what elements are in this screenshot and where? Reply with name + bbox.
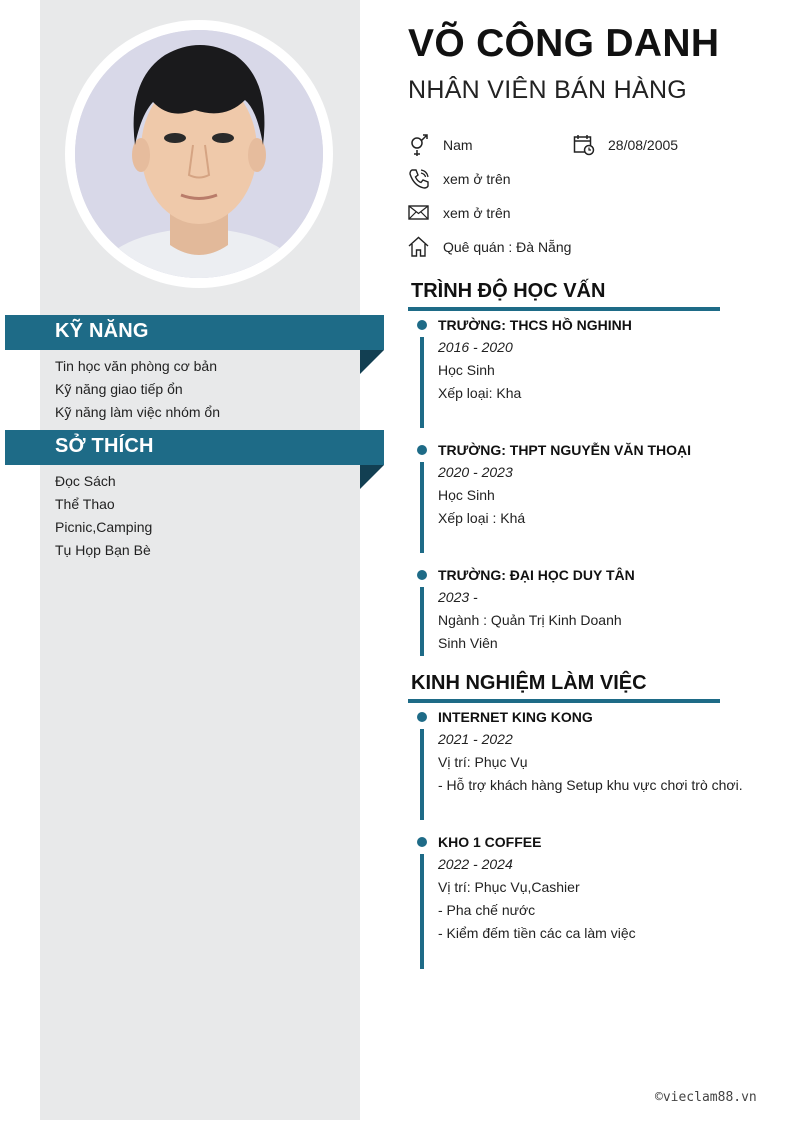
avatar-photo xyxy=(75,30,323,278)
experience-period: 2021 - 2022 xyxy=(438,731,513,747)
education-period: 2020 - 2023 xyxy=(438,464,513,480)
experience-duty: - Kiểm đếm tiền các ca làm việc xyxy=(438,925,636,941)
education-title: TRÌNH ĐỘ HỌC VẤN xyxy=(411,280,606,302)
calendar-icon xyxy=(573,134,595,156)
education-detail: Học Sinh xyxy=(438,487,495,503)
hobby-item: Thể Thao xyxy=(55,496,115,512)
experience-period: 2022 - 2024 xyxy=(438,856,513,872)
hobby-item: Picnic,Camping xyxy=(55,519,153,535)
email-icon xyxy=(408,202,430,224)
timeline-dot xyxy=(417,570,427,580)
home-icon xyxy=(408,236,430,258)
phone-icon xyxy=(408,168,430,190)
birthday-row xyxy=(573,134,733,160)
gender-value: Nam xyxy=(443,137,473,153)
education-school: TRƯỜNG: THCS HỒ NGHINH xyxy=(438,317,632,333)
hobby-item: Tụ Họp Bạn Bè xyxy=(55,542,151,558)
timeline-dot xyxy=(417,712,427,722)
job-title: NHÂN VIÊN BÁN HÀNG xyxy=(408,76,688,104)
experience-duty: - Hỗ trợ khách hàng Setup khu vực chơi trò chơi. xyxy=(438,777,743,793)
education-detail: Sinh Viên xyxy=(438,635,498,651)
gender-row xyxy=(408,134,568,160)
experience-company: INTERNET KING KONG xyxy=(438,709,593,725)
skills-band xyxy=(5,315,384,350)
skill-item: Kỹ năng giao tiếp ổn xyxy=(55,381,183,397)
timeline-line xyxy=(420,729,424,820)
band-fold-decoration xyxy=(360,465,384,489)
gender-icon xyxy=(408,134,430,156)
timeline-line xyxy=(420,587,424,656)
hobbies-band xyxy=(5,430,384,465)
skills-list xyxy=(55,355,220,424)
candidate-name: VÕ CÔNG DANH xyxy=(408,22,720,65)
timeline-dot xyxy=(417,445,427,455)
skills-title: KỸ NĂNG xyxy=(55,320,149,342)
timeline-dot xyxy=(417,837,427,847)
birthday-value: 28/08/2005 xyxy=(608,137,679,153)
timeline-line xyxy=(420,462,424,553)
hobbies-title: SỞ THÍCH xyxy=(55,435,154,457)
hometown-value: Quê quán : Đà Nẵng xyxy=(443,239,572,255)
education-detail: Xếp loại: Kha xyxy=(438,385,522,401)
hobby-item: Đọc Sách xyxy=(55,473,116,489)
experience-duty: - Pha chế nước xyxy=(438,902,536,918)
email-value: xem ở trên xyxy=(443,205,511,221)
education-school: TRƯỜNG: THPT NGUYỄN VĂN THOẠI xyxy=(438,442,691,458)
skill-item: Tin học văn phòng cơ bản xyxy=(55,358,217,374)
experience-position: Vị trí: Phục Vụ,Cashier xyxy=(438,879,580,895)
education-detail: Học Sinh xyxy=(438,362,495,378)
timeline-line xyxy=(420,854,424,969)
education-detail: Xếp loại : Khá xyxy=(438,510,526,526)
phone-value: xem ở trên xyxy=(443,171,511,187)
band-fold-decoration xyxy=(360,350,384,374)
timeline-dot xyxy=(417,320,427,330)
education-school: TRƯỜNG: ĐẠI HỌC DUY TÂN xyxy=(438,567,635,583)
experience-company: KHO 1 COFFEE xyxy=(438,834,542,850)
experience-position: Vị trí: Phục Vụ xyxy=(438,754,528,770)
education-period: 2016 - 2020 xyxy=(438,339,513,355)
education-detail: Ngành : Quản Trị Kinh Doanh xyxy=(438,612,622,628)
skill-item: Kỹ năng làm việc nhóm ổn xyxy=(55,404,220,420)
experience-title: KINH NGHIỆM LÀM VIỆC xyxy=(411,672,647,694)
education-period: 2023 - xyxy=(438,589,478,605)
hobbies-list xyxy=(55,470,152,562)
avatar xyxy=(75,30,323,278)
education-rule xyxy=(408,307,720,311)
watermark: ©vieclam88.vn xyxy=(655,1090,757,1105)
phone-row xyxy=(408,168,728,194)
email-row xyxy=(408,202,728,228)
timeline-line xyxy=(420,337,424,428)
experience-rule xyxy=(408,699,720,703)
hometown-row xyxy=(408,236,728,262)
